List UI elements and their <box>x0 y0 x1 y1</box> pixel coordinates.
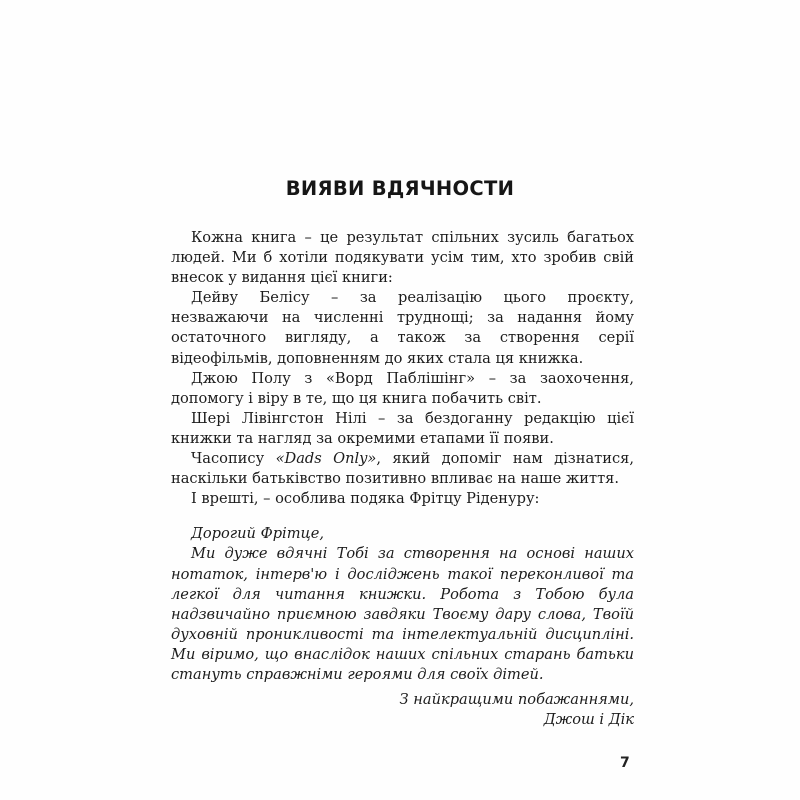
letter-signature: Джош і Дік <box>543 711 634 729</box>
thanks-paragraph-joey: Джою Полу з «Ворд Паблішінг» – за заохочення, допомогу і віру в те, що ця книга побачить світ. <box>171 369 634 407</box>
acknowledgements-body <box>171 228 634 730</box>
magazine-text-before: Часопису <box>191 450 276 468</box>
magazine-text-after: , який допоміг нам дізнатися, наскільки батьківство позитивно впливає на наше життя. <box>171 450 634 488</box>
letter <box>171 524 634 730</box>
page-number: 7 <box>620 755 630 771</box>
magazine-title: «Dads Only» <box>275 450 377 468</box>
thanks-paragraph-dave: Дейву Белісу – за реалізацію цього проєкту, незважаючи на численні труднощі; за надання йому остаточного вигляду, а також за створення серії відеофільмів, доповненням до яких стала ця книжка. <box>171 289 634 367</box>
intro-paragraph: Кожна книга – це результат спільних зусиль багатьох людей. Ми б хотіли подякувати усім тим, хто зробив свій внесок у видання цієї книги: <box>171 229 634 287</box>
final-thanks-paragraph: І врешті, – особлива подяка Фрітцу Ріденуру: <box>191 490 540 508</box>
letter-closing: З найкращими побажаннями, <box>399 691 634 709</box>
thanks-paragraph-sheri: Шері Лівінгстон Нілі – за бездоганну редакцію цієї книжки та нагляд за окремими етапами її появи. <box>171 409 634 447</box>
letter-salutation: Дорогий Фрітце, <box>191 525 325 543</box>
thanks-paragraph-magazine <box>171 449 634 489</box>
letter-signoff <box>171 690 634 730</box>
letter-body: Ми дуже вдячні Тобі за створення на основі наших нотаток, інтерв'ю і досліджень такої переконливої та легкої для читання книжки. Робота з Тобою була надзвичайно приємною завдяки Твоєму дару слова, Твоїй духовній проникливості та інтелектуальній дисципліні. Ми віримо, що внаслідок наших спільних старань батьки стануть справжніми героями для своїх дітей. <box>171 545 634 683</box>
page-title: ВИЯВИ ВДЯЧНОСТИ <box>285 177 515 200</box>
